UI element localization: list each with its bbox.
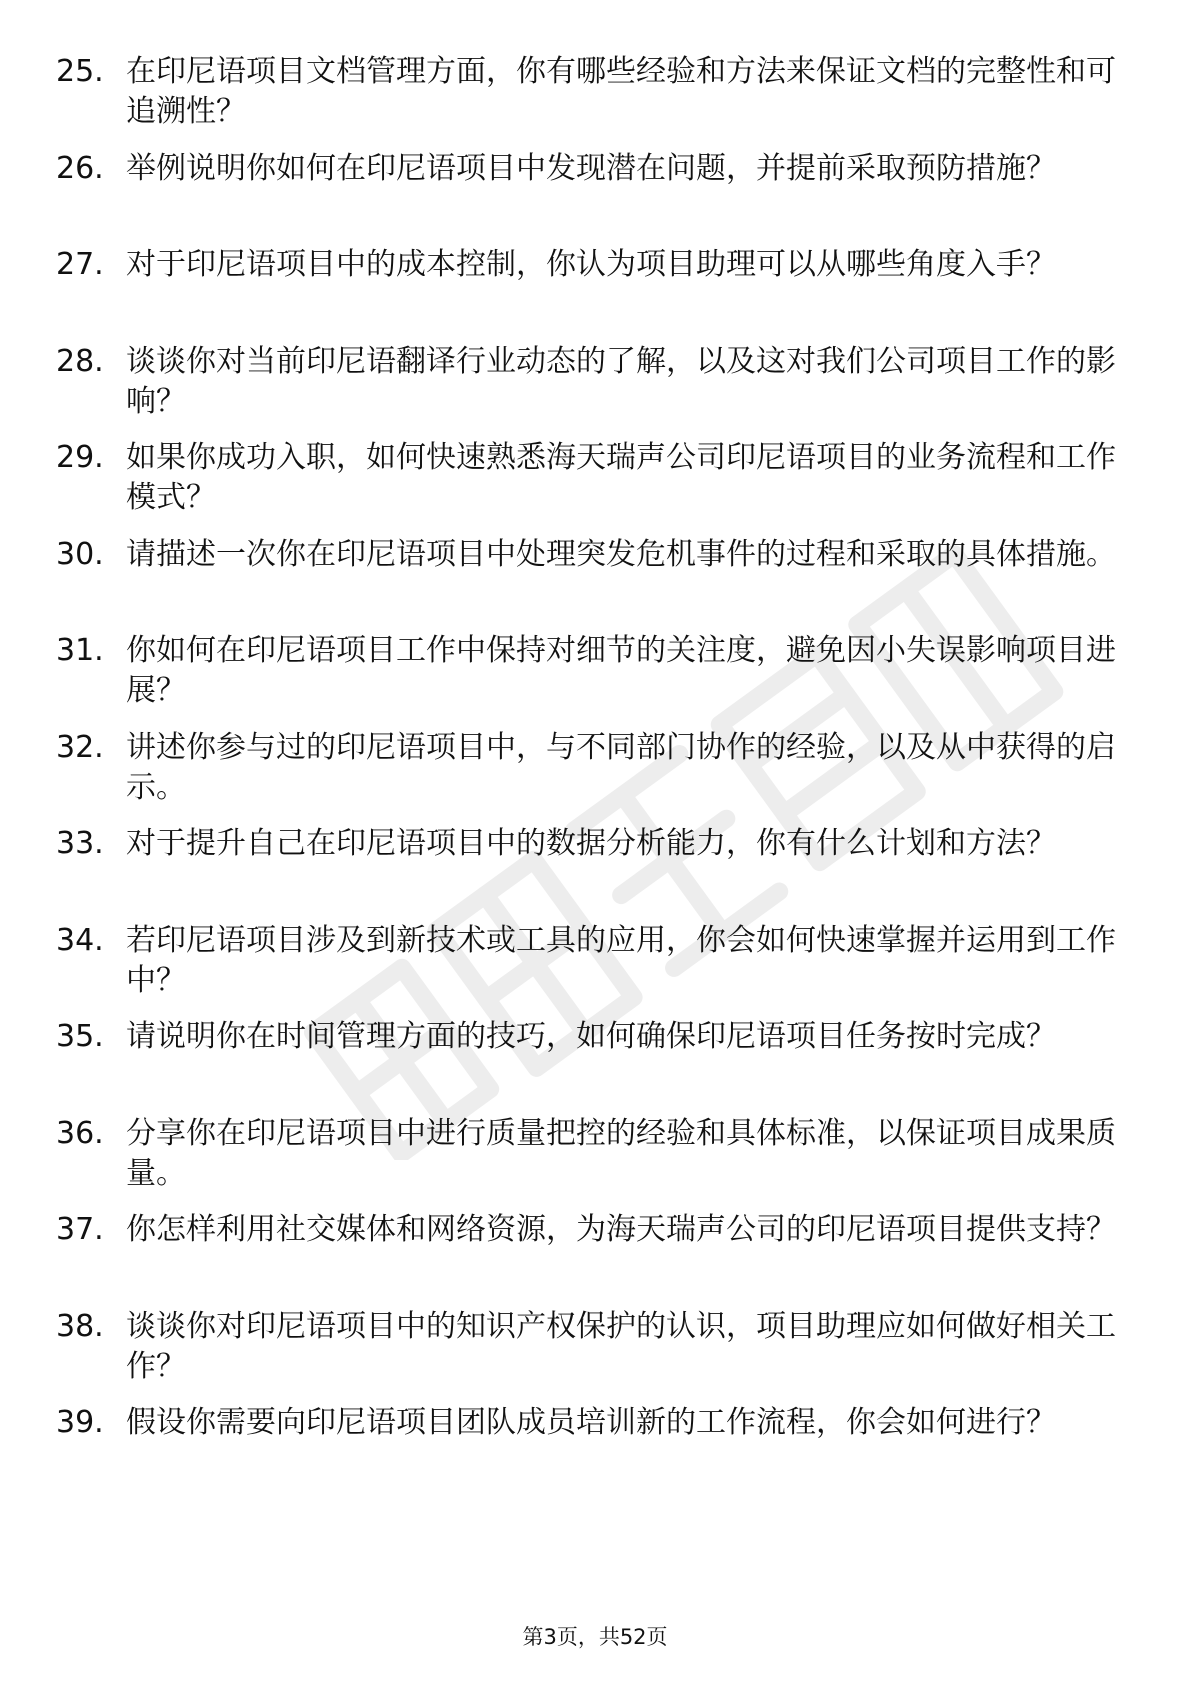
question-text: 讲述你参与过的印尼语项目中，与不同部门协作的经验，以及从中获得的启示。	[126, 729, 1116, 805]
question-item	[56, 342, 1116, 422]
question-number: 36.	[56, 1115, 104, 1151]
question-item	[56, 52, 1116, 132]
question-item	[56, 1114, 1116, 1194]
question-item	[56, 1017, 1116, 1097]
question-item	[56, 149, 1116, 229]
question-text: 在印尼语项目文档管理方面，你有哪些经验和方法来保证文档的完整性和可追溯性？	[126, 54, 1116, 129]
question-number: 38.	[56, 1308, 104, 1344]
question-list	[56, 52, 1116, 1500]
question-text: 谈谈你对印尼语项目中的知识产权保护的认识，项目助理应如何做好相关工作？	[126, 1308, 1116, 1384]
question-item	[56, 728, 1116, 808]
question-number: 26.	[56, 150, 104, 186]
question-item	[56, 631, 1116, 711]
question-number: 31.	[56, 633, 104, 668]
question-text: 分享你在印尼语项目中进行质量把控的经验和具体标准，以保证项目成果质量。	[126, 1115, 1116, 1191]
page-number-label: 第3页，共52页	[522, 1625, 668, 1649]
page-footer	[0, 1622, 1190, 1652]
question-number: 35.	[56, 1019, 104, 1054]
question-number: 28.	[56, 343, 104, 379]
question-item	[56, 438, 1116, 518]
question-text: 对于提升自己在印尼语项目中的数据分析能力，你有什么计划和方法？	[126, 826, 1056, 861]
question-item	[56, 921, 1116, 1001]
question-item	[56, 824, 1116, 904]
question-number: 25.	[56, 54, 104, 89]
question-number: 27.	[56, 247, 104, 282]
question-text: 你怎样利用社交媒体和网络资源，为海天瑞声公司的印尼语项目提供支持？	[126, 1212, 1116, 1247]
question-text: 对于印尼语项目中的成本控制，你认为项目助理可以从哪些角度入手？	[126, 247, 1056, 282]
question-number: 29.	[56, 440, 104, 475]
question-item	[56, 1307, 1116, 1387]
question-number: 34.	[56, 922, 104, 958]
question-text: 若印尼语项目涉及到新技术或工具的应用，你会如何快速掌握并运用到工作中？	[126, 922, 1116, 998]
question-number: 30.	[56, 536, 104, 572]
question-item	[56, 1403, 1116, 1483]
question-text: 谈谈你对当前印尼语翻译行业动态的了解，以及这对我们公司项目工作的影响？	[126, 343, 1116, 419]
question-text: 请说明你在时间管理方面的技巧，如何确保印尼语项目任务按时完成？	[126, 1019, 1056, 1054]
question-number: 37.	[56, 1212, 104, 1247]
question-item	[56, 1210, 1116, 1290]
question-text: 假设你需要向印尼语项目团队成员培训新的工作流程，你会如何进行？	[126, 1405, 1056, 1440]
question-text: 请描述一次你在印尼语项目中处理突发危机事件的过程和采取的具体措施。	[126, 536, 1116, 572]
question-item	[56, 245, 1116, 325]
question-text: 你如何在印尼语项目工作中保持对细节的关注度，避免因小失误影响项目进展？	[126, 633, 1116, 708]
question-text: 如果你成功入职，如何快速熟悉海天瑞声公司印尼语项目的业务流程和工作模式？	[126, 440, 1116, 515]
question-number: 39.	[56, 1405, 104, 1440]
question-number: 32.	[56, 729, 104, 765]
question-text: 举例说明你如何在印尼语项目中发现潜在问题，并提前采取预防措施？	[126, 150, 1056, 186]
question-number: 33.	[56, 826, 104, 861]
question-item	[56, 535, 1116, 615]
